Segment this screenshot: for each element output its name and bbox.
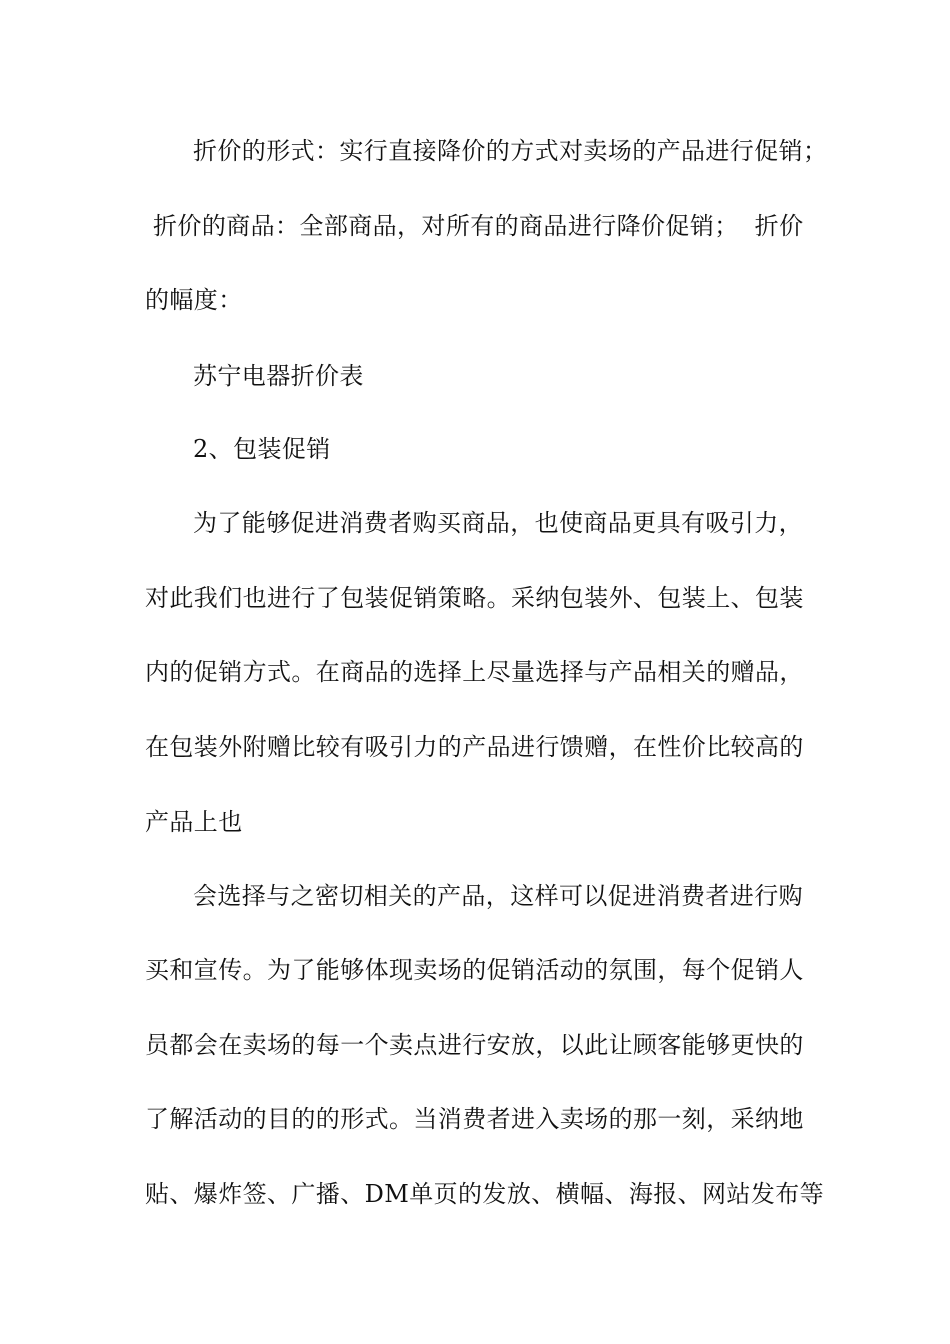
body-line: 会选择与之密切相关的产品，这样可以促进消费者进行购: [193, 882, 803, 910]
body-line: 产品上也: [145, 808, 243, 836]
paragraph-discount-goods: 折价的商品：全部商品，对所有的商品进行降价促销； 折价: [145, 212, 804, 240]
section-heading: 2、包装促销: [193, 435, 331, 463]
table-caption: 苏宁电器折价表: [193, 362, 364, 390]
body-line: 买和宣传。为了能够体现卖场的促销活动的氛围，每个促销人: [145, 956, 804, 984]
body-line: 在包装外附赠比较有吸引力的产品进行馈赠，在性价比较高的: [145, 733, 804, 761]
body-line: 内的促销方式。在商品的选择上尽量选择与产品相关的赠品，: [145, 658, 804, 686]
body-line: 对此我们也进行了包装促销策略。采纳包装外、包装上、包装: [145, 584, 804, 612]
body-line: 员都会在卖场的每一个卖点进行安放，以此让顾客能够更快的: [145, 1031, 804, 1059]
body-line: 贴、爆炸签、广播、DM单页的发放、横幅、海报、网站发布等: [145, 1180, 825, 1208]
paragraph-discount-range: 的幅度：: [145, 286, 243, 314]
paragraph-discount-form: 折价的形式：实行直接降价的方式对卖场的产品进行促销；: [193, 137, 828, 165]
body-line: 为了能够促进消费者购买商品，也使商品更具有吸引力，: [193, 509, 803, 537]
body-line: 了解活动的目的的形式。当消费者进入卖场的那一刻，采纳地: [145, 1105, 804, 1133]
